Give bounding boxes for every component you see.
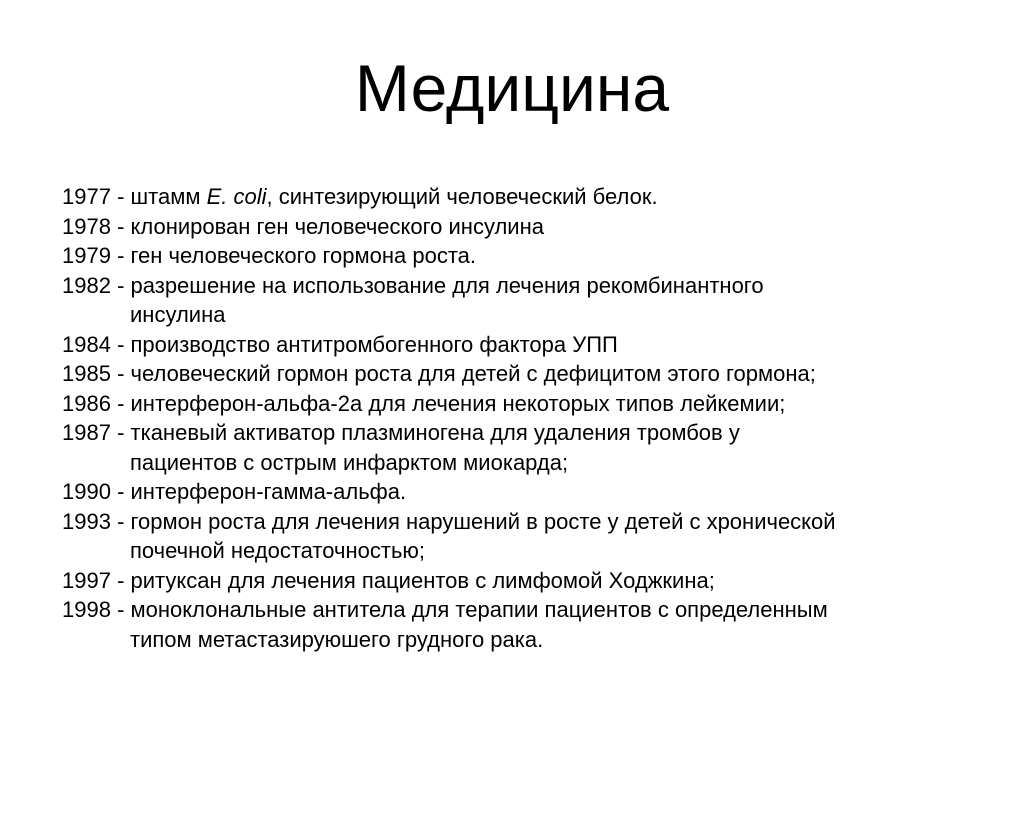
timeline-item [62, 359, 984, 389]
timeline-year: 1997 [62, 567, 111, 593]
timeline-year: 1990 [62, 479, 111, 504]
year-text-separator: - [110, 184, 131, 209]
timeline-year: 1978 [62, 213, 111, 239]
timeline-text: штамм E. coli, синтезирующий человеческий белок. [130, 184, 658, 209]
timeline-text: моноклональные антитела для терапии пациентов с определенным типом метастазируюшего грудного рака. [130, 597, 828, 652]
year-text-separator: - [110, 508, 131, 534]
year-text-separator: - [110, 420, 131, 445]
timeline-text: интерферон-гамма-альфа. [130, 479, 407, 504]
year-text-separator: - [110, 361, 131, 386]
slide [0, 50, 1024, 818]
timeline-text: производство антитромбогенного фактора УПП [130, 331, 618, 357]
timeline-item [62, 477, 984, 507]
timeline-item [62, 566, 984, 596]
year-text-separator: - [110, 243, 131, 268]
year-text-separator: - [110, 597, 131, 622]
year-text-separator: - [110, 390, 131, 416]
timeline-item [62, 595, 984, 654]
timeline-item [62, 389, 984, 419]
timeline-item [62, 271, 984, 330]
timeline-item [62, 418, 984, 477]
timeline-year: 1984 [62, 331, 111, 357]
timeline-year: 1982 [62, 272, 111, 298]
timeline-text: интерферон-альфа-2а для лечения некоторых типов лейкемии; [130, 390, 786, 416]
timeline-item [62, 182, 984, 212]
timeline-item [62, 330, 984, 360]
year-text-separator: - [110, 479, 131, 504]
timeline-item [62, 507, 984, 566]
timeline-text: разрешение на использование для лечения рекомбинантного инсулина [130, 272, 764, 327]
timeline-text: ритуксан для лечения пациентов с лимфомой Ходжкина; [130, 567, 715, 593]
timeline-text: ген человеческого гормона роста. [130, 243, 476, 268]
timeline-year: 1979 [62, 243, 111, 268]
slide-title: Медицина [354, 51, 670, 125]
timeline-item [62, 241, 984, 271]
year-text-separator: - [110, 213, 131, 239]
timeline-year: 1985 [62, 361, 111, 386]
timeline-year: 1998 [62, 597, 111, 622]
year-text-separator: - [110, 331, 131, 357]
timeline-text: человеческий гормон роста для детей с дефицитом этого гормона; [130, 361, 816, 386]
timeline-year: 1987 [62, 420, 111, 445]
timeline-text: клонирован ген человеческого инсулина [130, 213, 544, 239]
year-text-separator: - [110, 567, 131, 593]
timeline-item [62, 212, 984, 242]
timeline-list [62, 182, 984, 654]
timeline-year: 1993 [62, 508, 111, 534]
timeline-year: 1986 [62, 390, 111, 416]
year-text-separator: - [110, 272, 131, 298]
timeline-text: тканевый активатор плазминогена для удаления тромбов у пациентов с острым инфарктом миокарда; [130, 420, 740, 475]
timeline-year: 1977 [62, 184, 111, 209]
timeline-text: гормон роста для лечения нарушений в росте у детей с хронической почечной недостаточностью; [130, 508, 836, 563]
